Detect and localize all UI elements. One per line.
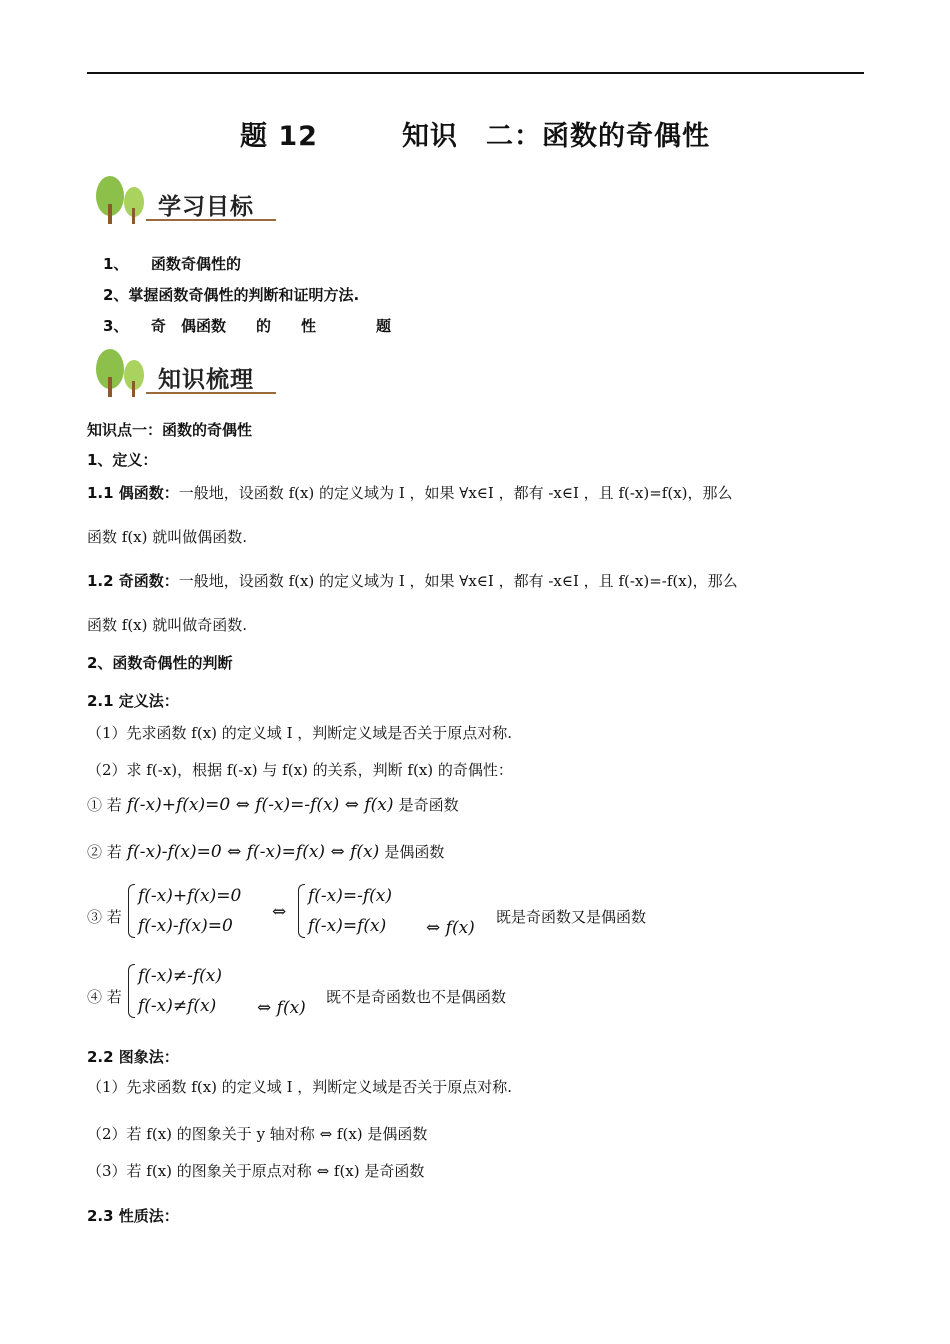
header-rule [87,72,864,74]
even-text: 一般地，设函数 f(x) 的定义域为 I ，如果 ∀x∈I ，都有 -x∈I ，且 f(-x)=f(x)，那么 [178,484,733,502]
method-heading: 2.3 性质法： [87,1207,179,1225]
tree-icon [92,172,152,228]
case-3-top-right: f(-x)=-f(x) [308,886,393,906]
case-4-marker: ④ 若 [87,988,122,1006]
left-brace [128,884,135,938]
tree-icon [92,345,152,401]
step-2: （2）求 f(-x)，根据 f(-x) 与 f(x) 的关系，判断 f(x) 的奇偶性： [87,761,513,779]
graph-step-3: （3）若 f(x) 的图象关于原点对称 ⇔ f(x) 是奇函数 [87,1162,425,1180]
goal-item: 2、掌握函数奇偶性的判断和证明方法. [103,286,360,304]
case-1-formula: f(-x)+f(x)=0 ⇔ f(-x)=-f(x) ⇔ f(x) [126,795,394,815]
case-3-top-left: f(-x)+f(x)=0 [138,886,242,906]
banner-underline [146,219,276,221]
method-heading: 2.2 图象法： [87,1048,179,1066]
goal-item: 1、 函数奇偶性的 [103,255,241,273]
page-title: 题 12 知识 二：函数的奇偶性 [240,121,710,152]
case-2-formula: f(-x)-f(x)=0 ⇔ f(-x)=f(x) ⇔ f(x) [126,842,380,862]
even-definition-line2: 函数 f(x) 就叫做偶函数. [87,528,248,546]
section-heading: 知识点一：函数的奇偶性 [87,421,253,439]
even-definition-line1 [87,482,733,503]
goals-banner-label: 学习目标 [158,194,254,220]
right-brace [298,884,305,938]
case-4-conclusion: 既不是奇函数也不是偶函数 [326,988,507,1006]
knowledge-banner [92,345,292,405]
case-3-conclusion: 既是奇函数又是偶函数 [496,908,647,926]
case-2-conclusion: 是偶函数 [384,843,445,861]
case-3-tail: ⇔ f(x) [426,918,475,938]
method-heading: 2.1 定义法： [87,692,179,710]
graph-step-2: （2）若 f(x) 的图象关于 y 轴对称 ⇔ f(x) 是偶函数 [87,1125,428,1143]
banner-underline [146,392,276,394]
case-4-bottom: f(-x)≠f(x) [138,996,217,1016]
even-label: 1.1 偶函数： [87,484,179,502]
case-2-marker: ② 若 [87,843,122,861]
case-3-bottom-right: f(-x)=f(x) [308,916,387,936]
case-3-bottom-left: f(-x)-f(x)=0 [138,916,233,936]
odd-text: 一般地，设函数 f(x) 的定义域为 I ，如果 ∀x∈I ，都有 -x∈I ，且 f(-x)=-f(x)，那么 [178,572,738,590]
goal-item: 3、 奇 偶函数 的 性 题 [103,317,391,335]
case-4-top: f(-x)≠-f(x) [138,966,223,986]
odd-definition-line2: 函数 f(x) 就叫做奇函数. [87,616,248,634]
case-3-iff: ⇔ [272,902,287,922]
section-heading: 2、函数奇偶性的判断 [87,654,233,672]
case-1 [87,794,459,815]
step-1: （1）先求函数 f(x) 的定义域 I ，判断定义域是否关于原点对称. [87,724,513,742]
case-3-marker: ③ 若 [87,908,122,926]
definition-heading: 1、定义： [87,451,158,469]
knowledge-banner-label: 知识梳理 [158,367,254,393]
case-2 [87,841,444,862]
case-1-marker: ① 若 [87,796,122,814]
case-1-conclusion: 是奇函数 [398,796,459,814]
odd-definition-line1 [87,570,738,591]
goals-banner [92,172,292,232]
graph-step-1: （1）先求函数 f(x) 的定义域 I ，判断定义域是否关于原点对称. [87,1078,513,1096]
case-4-tail: ⇔ f(x) [257,998,306,1018]
odd-label: 1.2 奇函数： [87,572,179,590]
left-brace [128,964,135,1018]
